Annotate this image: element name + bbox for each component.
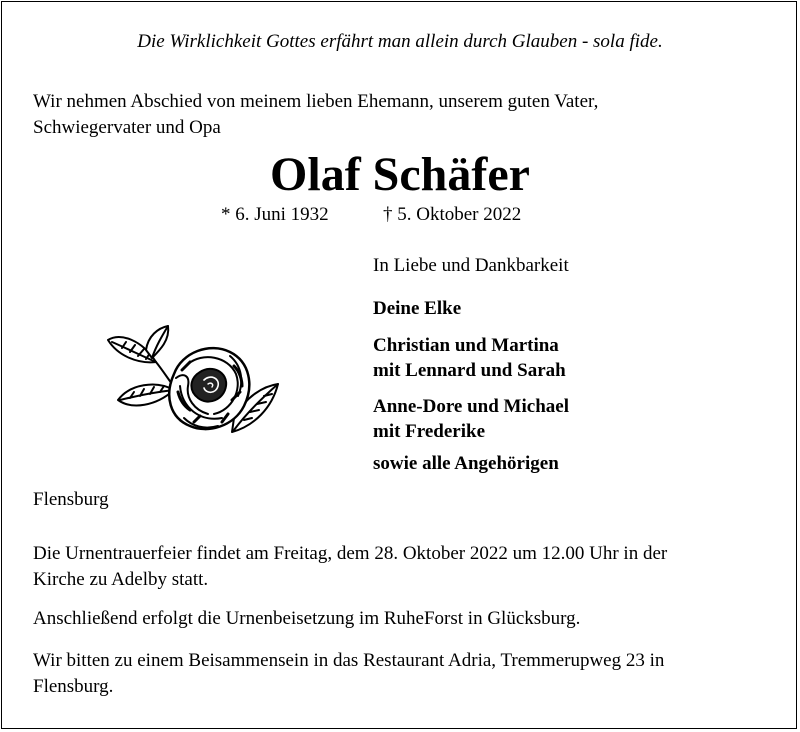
mourner-spouse: Deine Elke — [373, 298, 462, 319]
gathering-text — [33, 648, 664, 700]
mourner-family-2 — [373, 394, 569, 444]
ceremony-line-1: Die Urnentrauerfeier findet am Freitag, dem 28. Oktober 2022 um 12.00 Uhr in der — [33, 543, 668, 564]
gathering-line-1: Wir bitten zu einem Beisammensein in das Restaurant Adria, Tremmerupweg 23 in — [33, 650, 665, 671]
death-date: † 5. Oktober 2022 — [383, 204, 522, 225]
rose-icon — [104, 322, 280, 442]
burial-text: Anschließend erfolgt die Urnenbeisetzung im RuheForst in Glücksburg. — [33, 608, 581, 629]
ceremony-text — [33, 541, 667, 593]
mourner-family-1-line-1: Christian und Martina — [373, 335, 559, 356]
intro-line-2: Schwiegervater und Opa — [33, 117, 221, 138]
deceased-name: Olaf Schäfer — [270, 148, 530, 201]
intro-line-1: Wir nehmen Abschied von meinem lieben Ehemann, unserem guten Vater, — [33, 91, 599, 112]
mourner-family-1-line-2: mit Lennard und Sarah — [373, 360, 566, 381]
location: Flensburg — [33, 489, 109, 510]
birth-date: * 6. Juni 1932 — [221, 204, 329, 225]
ceremony-line-2: Kirche zu Adelby statt. — [33, 569, 209, 590]
gathering-line-2: Flensburg. — [33, 676, 114, 697]
mourner-others: sowie alle Angehörigen — [373, 453, 559, 474]
mourners-intro: In Liebe und Dankbarkeit — [373, 255, 569, 276]
mourner-family-2-line-1: Anne-Dore und Michael — [373, 396, 569, 417]
mourner-family-1 — [373, 333, 566, 383]
motto: Die Wirklichkeit Gottes erfährt man allein durch Glauben - sola fide. — [137, 31, 663, 52]
mourner-family-2-line-2: mit Frederike — [373, 421, 486, 442]
intro-text — [33, 89, 598, 141]
